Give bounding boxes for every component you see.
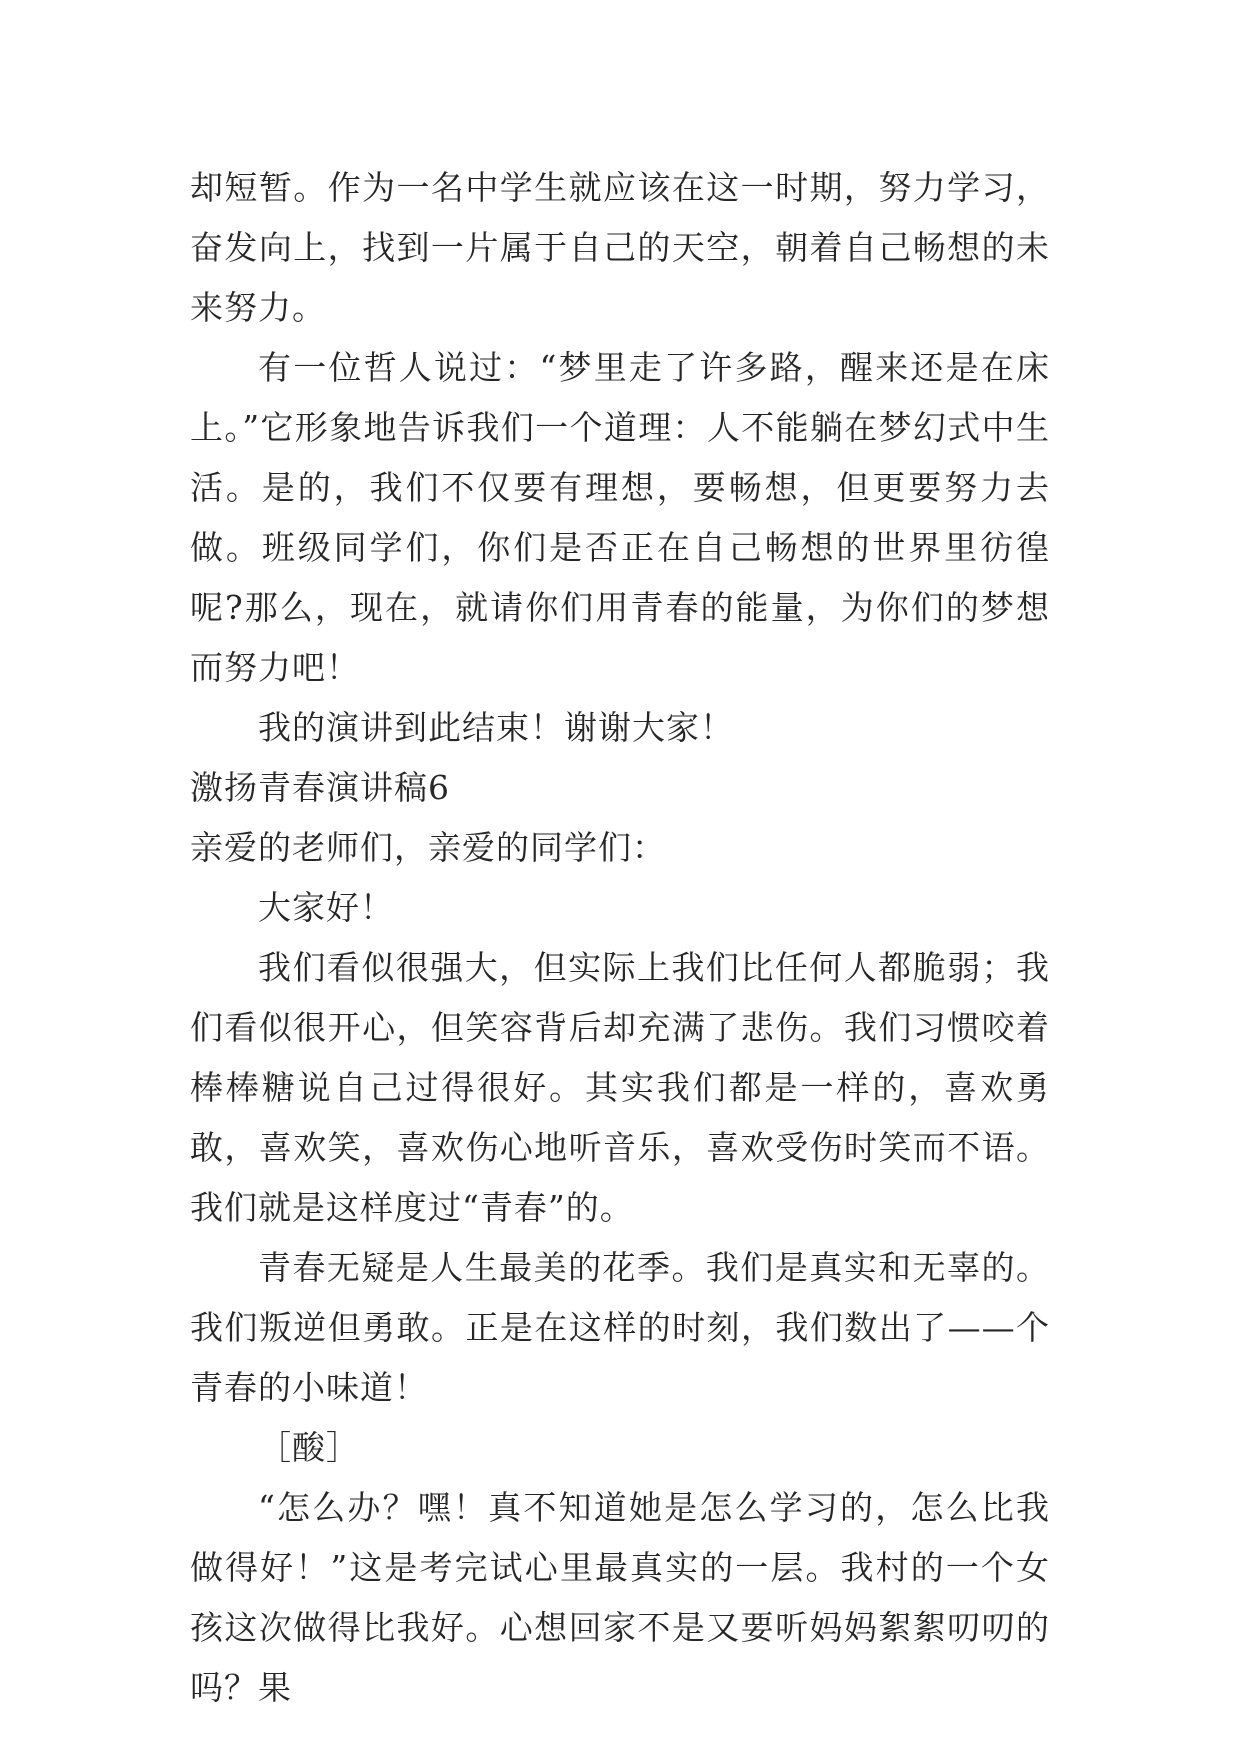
paragraph: 有一位哲人说过：“梦里走了许多路，醒来还是在床上。”它形象地告诉我们一个道理：人不能躺在梦幻式中生活。是的，我们不仅要有理想，要畅想，但更要努力去做。班级同学们，你们是否正在自己畅想的世界里彷徨呢?那么，现在，就请你们用青春的能量，为你们的梦想而努力吧！ bbox=[190, 348, 1050, 687]
greeting: 大家好！ bbox=[258, 888, 394, 927]
paragraph: 青春无疑是人生最美的花季。我们是真实和无辜的。我们叛逆但勇敢。正是在这样的时刻，我们数出了——个青春的小味道！ bbox=[190, 1248, 1050, 1407]
paragraph: “怎么办？嘿！真不知道她是怎么学习的，怎么比我做得好！”这是考完试心里最真实的一层。我村的一个女孩这次做得比我好。心想回家不是又要听妈妈絮絮叨叨的吗？果 bbox=[190, 1488, 1050, 1707]
paragraph: 我的演讲到此结束！谢谢大家！ bbox=[258, 708, 734, 747]
salutation: 亲爱的老师们，亲爱的同学们： bbox=[190, 828, 666, 867]
subheading: ［酸］ bbox=[258, 1428, 360, 1467]
paragraph: 却短暂。作为一名中学生就应该在这一时期，努力学习，奋发向上，找到一片属于自己的天空，朝着自己畅想的未来努力。 bbox=[190, 168, 1050, 327]
document-body bbox=[190, 158, 1050, 1718]
section-title: 激扬青春演讲稿6 bbox=[190, 768, 450, 807]
paragraph: 我们看似很强大，但实际上我们比任何人都脆弱；我们看似很开心，但笑容背后却充满了悲伤。我们习惯咬着棒棒糖说自己过得很好。其实我们都是一样的，喜欢勇敢，喜欢笑，喜欢伤心地听音乐，喜欢受伤时笑而不语。我们就是这样度过“青春”的。 bbox=[190, 948, 1050, 1227]
